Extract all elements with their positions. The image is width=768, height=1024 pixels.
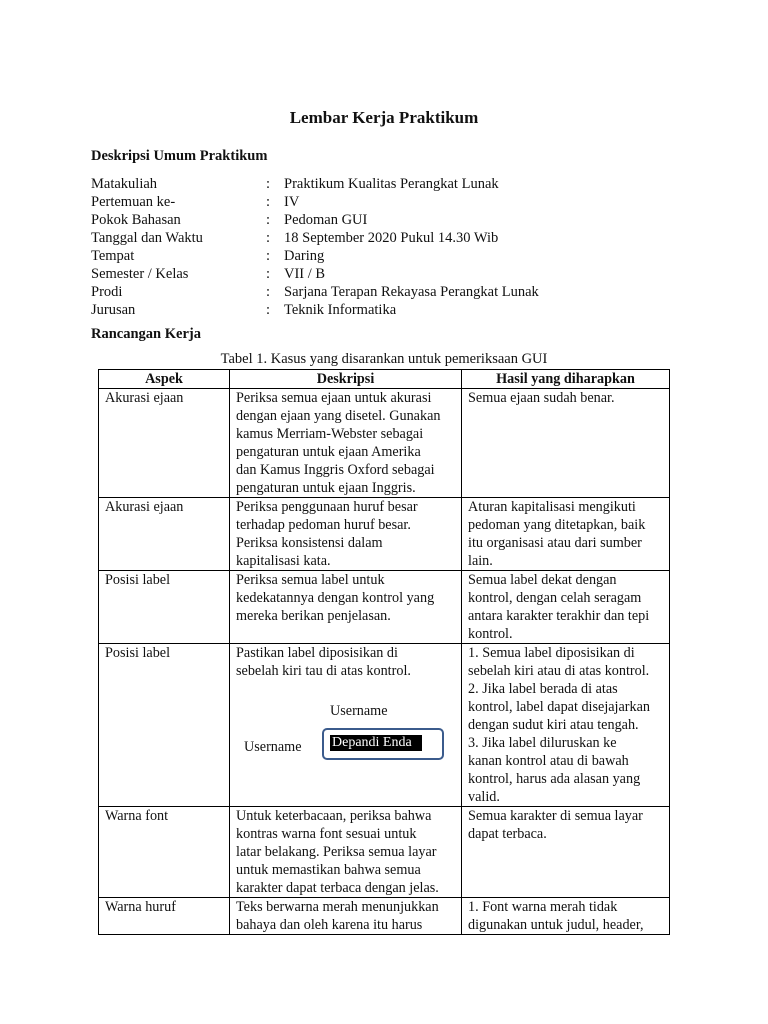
info-row [91,247,539,265]
table-header-row [99,370,670,389]
cell-deskripsi [230,644,462,807]
cell-aspek: Warna font [99,807,230,898]
table-row [99,807,670,898]
hasil-line: dapat terbaca. [468,826,547,842]
hasil-line: dengan sudut kiri atau tengah. [468,717,639,733]
info-value: Daring [284,248,325,264]
info-separator: : [266,266,271,282]
deskripsi-line: karakter dapat terbaca dengan jelas. [236,880,439,896]
header-aspek: Aspek [99,370,230,389]
deskripsi-line: Untuk keterbacaan, periksa bahwa [236,808,432,824]
cell-deskripsi [230,807,462,898]
info-separator: : [266,212,271,228]
hasil-line: Semua ejaan sudah benar. [468,390,615,406]
header-deskripsi: Deskripsi [230,370,462,389]
hasil-line: sebelah kiri atau di atas kontrol. [468,663,650,679]
deskripsi-line: Periksa semua label untuk [236,572,385,588]
hasil-line: kontrol, harus ada alasan yang [468,771,641,787]
hasil-line: kanan kontrol atau di bawah [468,753,629,769]
info-value: Teknik Informatika [284,302,397,318]
deskripsi-line: pengaturan untuk ejaan Inggris. [236,480,416,496]
info-row [91,229,539,247]
table-row [99,644,670,807]
info-row [91,283,539,301]
example-label-top: Username [330,703,388,719]
info-key: Pokok Bahasan [91,212,181,228]
hasil-line: Aturan kapitalisasi mengikuti [468,499,636,515]
example-input-value: Depandi Enda [330,735,422,751]
cell-hasil [462,498,670,571]
info-row [91,193,539,211]
hasil-line: kontrol, dengan celah seragam [468,590,642,606]
info-value: 18 September 2020 Pukul 14.30 Wib [284,230,499,246]
info-value: Praktikum Kualitas Perangkat Lunak [284,176,499,192]
deskripsi-line: kedekatannya dengan kontrol yang [236,590,435,606]
info-key: Semester / Kelas [91,266,189,282]
info-value: IV [284,194,300,210]
header-hasil: Hasil yang diharapkan [462,370,670,389]
deskripsi-line: sebelah kiri tau di atas kontrol. [236,663,411,679]
deskripsi-line: latar belakang. Periksa semua layar [236,844,437,860]
info-separator: : [266,284,271,300]
info-separator: : [266,302,271,318]
cell-hasil [462,807,670,898]
hasil-line: 2. Jika label berada di atas [468,681,618,697]
info-row [91,301,539,319]
hasil-line: 3. Jika label diluruskan ke [468,735,617,751]
example-label-left: Username [244,739,302,755]
deskripsi-line: mereka berikan penjelasan. [236,608,391,624]
label-position-example [236,680,455,792]
deskripsi-line: Periksa konsistensi dalam [236,535,383,551]
table-row [99,571,670,644]
table-caption: Tabel 1. Kasus yang disarankan untuk pemeriksaan GUI [220,351,548,367]
cell-hasil [462,571,670,644]
cell-aspek: Warna huruf [99,898,230,935]
info-row [91,265,539,283]
hasil-line: kontrol. [468,626,513,642]
info-table [91,175,539,319]
deskripsi-line: kontras warna font sesuai untuk [236,826,417,842]
info-value: Pedoman GUI [284,212,368,228]
info-key: Tempat [91,248,135,264]
deskripsi-line: Teks berwarna merah menunjukkan [236,899,439,915]
cell-deskripsi [230,498,462,571]
gui-check-table [98,369,670,935]
info-key: Tanggal dan Waktu [91,230,203,246]
cell-hasil [462,644,670,807]
hasil-line: pedoman yang ditetapkan, baik [468,517,646,533]
cell-aspek: Posisi label [99,644,230,807]
deskripsi-line: kapitalisasi kata. [236,553,331,569]
deskripsi-line: terhadap pedoman huruf besar. [236,517,411,533]
info-row [91,175,539,193]
hasil-line: 1. Semua label diposisikan di [468,645,635,661]
table-row [99,498,670,571]
cell-deskripsi [230,571,462,644]
section-heading-design: Rancangan Kerja [91,326,201,342]
info-separator: : [266,230,271,246]
deskripsi-line: untuk memastikan bahwa semua [236,862,421,878]
hasil-line: 1. Font warna merah tidak [468,899,618,915]
table-row [99,389,670,498]
deskripsi-line: dan Kamus Inggris Oxford sebagai [236,462,435,478]
deskripsi-line: Pastikan label diposisikan di [236,645,398,661]
hasil-line: kontrol, label dapat disejajarkan [468,699,651,715]
deskripsi-line: kamus Merriam-Webster sebagai [236,426,424,442]
info-row [91,211,539,229]
deskripsi-line: pengaturan untuk ejaan Amerika [236,444,421,460]
hasil-line: Semua karakter di semua layar [468,808,643,824]
info-key: Prodi [91,284,123,300]
info-separator: : [266,248,271,264]
cell-deskripsi [230,898,462,935]
deskripsi-line: dengan ejaan yang disetel. Gunakan [236,408,441,424]
hasil-line: Semua label dekat dengan [468,572,617,588]
hasil-line: valid. [468,789,500,805]
hasil-line: itu organisasi atau dari sumber [468,535,642,551]
info-value: Sarjana Terapan Rekayasa Perangkat Lunak [284,284,539,300]
info-key: Pertemuan ke- [91,194,176,210]
deskripsi-line: Periksa semua ejaan untuk akurasi [236,390,432,406]
hasil-line: antara karakter terakhir dan tepi [468,608,650,624]
cell-aspek: Akurasi ejaan [99,389,230,498]
info-key: Matakuliah [91,176,158,192]
table-row [99,898,670,935]
section-heading-description: Deskripsi Umum Praktikum [91,148,268,164]
deskripsi-line: bahaya dan oleh karena itu harus [236,917,423,933]
info-separator: : [266,176,271,192]
info-separator: : [266,194,271,210]
cell-deskripsi [230,389,462,498]
deskripsi-line: Periksa penggunaan huruf besar [236,499,418,515]
page-title: Lembar Kerja Praktikum [289,108,479,127]
cell-hasil [462,389,670,498]
hasil-line: digunakan untuk judul, header, [468,917,644,933]
cell-aspek: Akurasi ejaan [99,498,230,571]
hasil-line: lain. [468,553,493,569]
example-text-input[interactable] [322,728,444,760]
info-value: VII / B [284,266,326,282]
info-key: Jurusan [91,302,136,318]
cell-hasil [462,898,670,935]
cell-aspek: Posisi label [99,571,230,644]
